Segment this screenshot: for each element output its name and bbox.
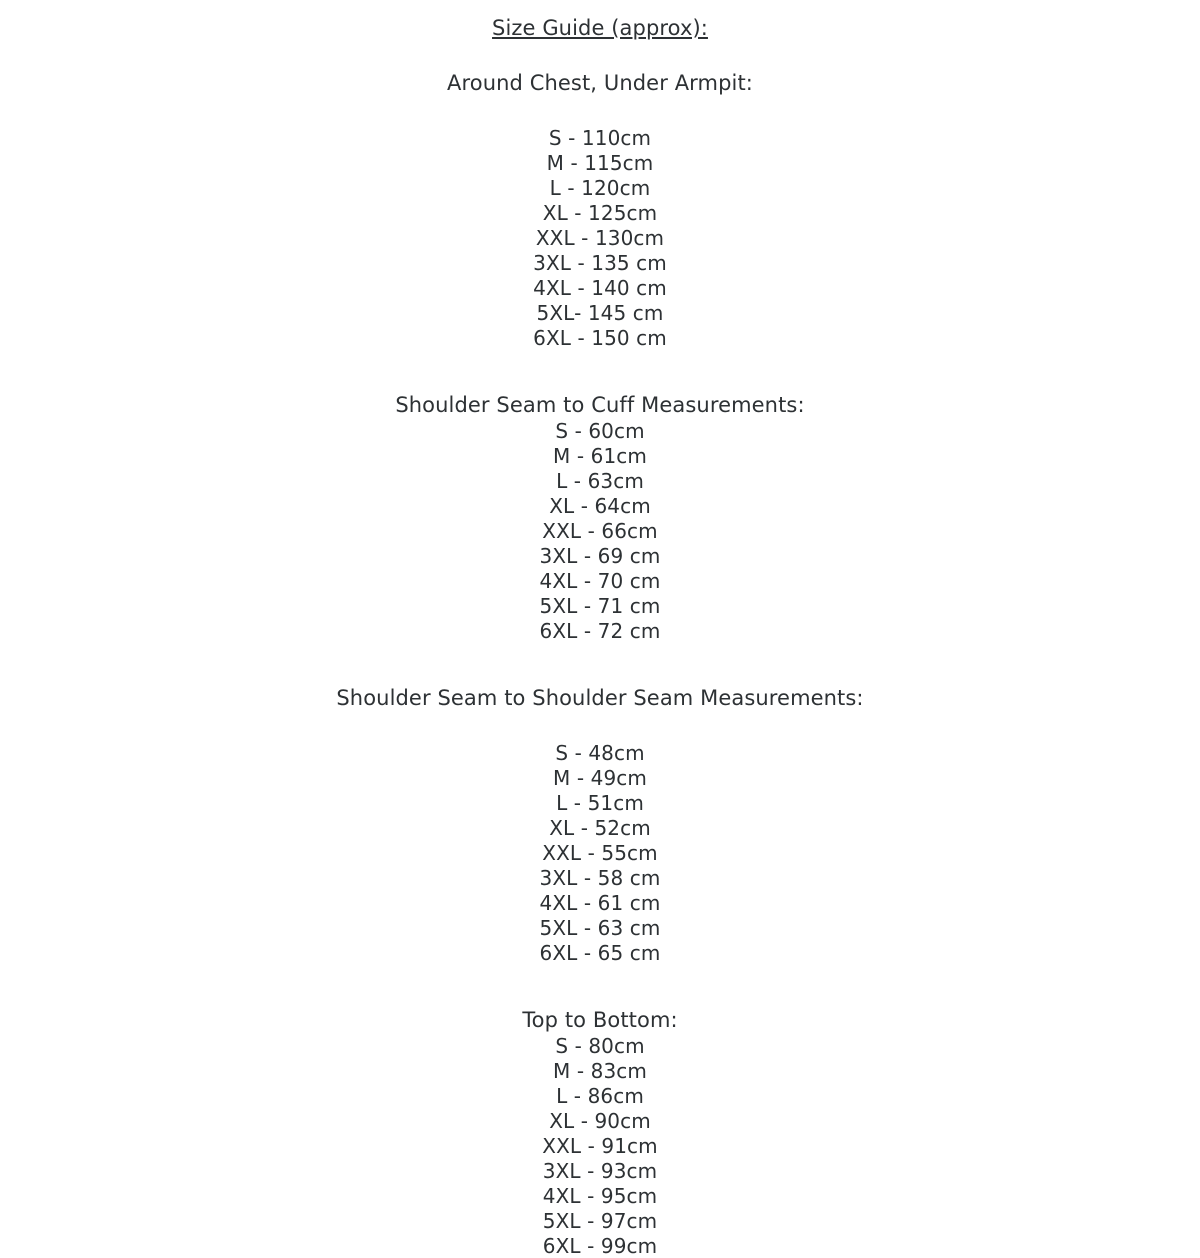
measurement-row: S - 80cm bbox=[555, 1034, 645, 1058]
section-chest bbox=[0, 73, 1200, 348]
measurement-row: XL - 90cm bbox=[549, 1109, 651, 1133]
measurement-row: XL - 64cm bbox=[549, 494, 651, 518]
measurement-row: XXL - 130cm bbox=[535, 226, 665, 250]
page-title: Size Guide (approx): bbox=[492, 16, 708, 40]
measurement-row: M - 83cm bbox=[553, 1059, 647, 1083]
spacer bbox=[0, 709, 1200, 743]
measurement-row: 6XL - 65 cm bbox=[539, 941, 661, 965]
section-heading: Shoulder Seam to Shoulder Seam Measurements: bbox=[336, 686, 864, 710]
measurement-row: XXL - 66cm bbox=[542, 519, 658, 543]
measurement-row: 5XL- 145 cm bbox=[536, 301, 664, 325]
measurement-row: S - 110cm bbox=[548, 126, 652, 150]
spacer bbox=[0, 988, 1200, 1010]
measurement-row: S - 48cm bbox=[555, 741, 645, 765]
measurement-row: 4XL - 70 cm bbox=[539, 569, 661, 593]
spacer bbox=[0, 373, 1200, 395]
measurement-row: XXL - 55cm bbox=[542, 841, 658, 865]
measurement-row: 4XL - 61 cm bbox=[539, 891, 661, 915]
section-top-to-bottom bbox=[0, 1010, 1200, 1256]
measurement-row: 5XL - 63 cm bbox=[539, 916, 661, 940]
measurement-row: 4XL - 140 cm bbox=[533, 276, 667, 300]
measurement-row: 6XL - 99cm bbox=[542, 1234, 658, 1258]
spacer bbox=[0, 94, 1200, 128]
measurement-row: L - 120cm bbox=[549, 176, 651, 200]
measurement-row: 5XL - 97cm bbox=[542, 1209, 658, 1233]
measurement-row: XXL - 91cm bbox=[542, 1134, 658, 1158]
spacer bbox=[0, 963, 1200, 988]
measurement-row: L - 63cm bbox=[556, 469, 644, 493]
measurement-row: L - 51cm bbox=[556, 791, 644, 815]
spacer bbox=[0, 348, 1200, 373]
section-shoulder-to-cuff bbox=[0, 395, 1200, 641]
section-heading: Shoulder Seam to Cuff Measurements: bbox=[395, 393, 805, 417]
measurement-row: XL - 125cm bbox=[542, 201, 658, 225]
spacer bbox=[0, 666, 1200, 688]
measurement-row: 3XL - 93cm bbox=[542, 1159, 658, 1183]
measurement-row: 6XL - 150 cm bbox=[533, 326, 667, 350]
measurement-row: M - 115cm bbox=[546, 151, 654, 175]
measurement-row: XL - 52cm bbox=[549, 816, 651, 840]
measurement-row: S - 60cm bbox=[555, 419, 645, 443]
measurement-row: 5XL - 71 cm bbox=[539, 594, 661, 618]
measurement-row: 3XL - 58 cm bbox=[539, 866, 661, 890]
section-shoulder-to-shoulder bbox=[0, 688, 1200, 963]
measurement-row: 6XL - 72 cm bbox=[539, 619, 661, 643]
section-heading: Top to Bottom: bbox=[522, 1008, 678, 1032]
spacer bbox=[0, 39, 1200, 73]
section-heading: Around Chest, Under Armpit: bbox=[447, 71, 753, 95]
measurement-row: 3XL - 69 cm bbox=[539, 544, 661, 568]
spacer bbox=[0, 641, 1200, 666]
measurement-row: 3XL - 135 cm bbox=[533, 251, 667, 275]
measurement-row: 4XL - 95cm bbox=[542, 1184, 658, 1208]
measurement-row: M - 61cm bbox=[553, 444, 647, 468]
measurement-row: L - 86cm bbox=[556, 1084, 644, 1108]
measurement-row: M - 49cm bbox=[553, 766, 647, 790]
